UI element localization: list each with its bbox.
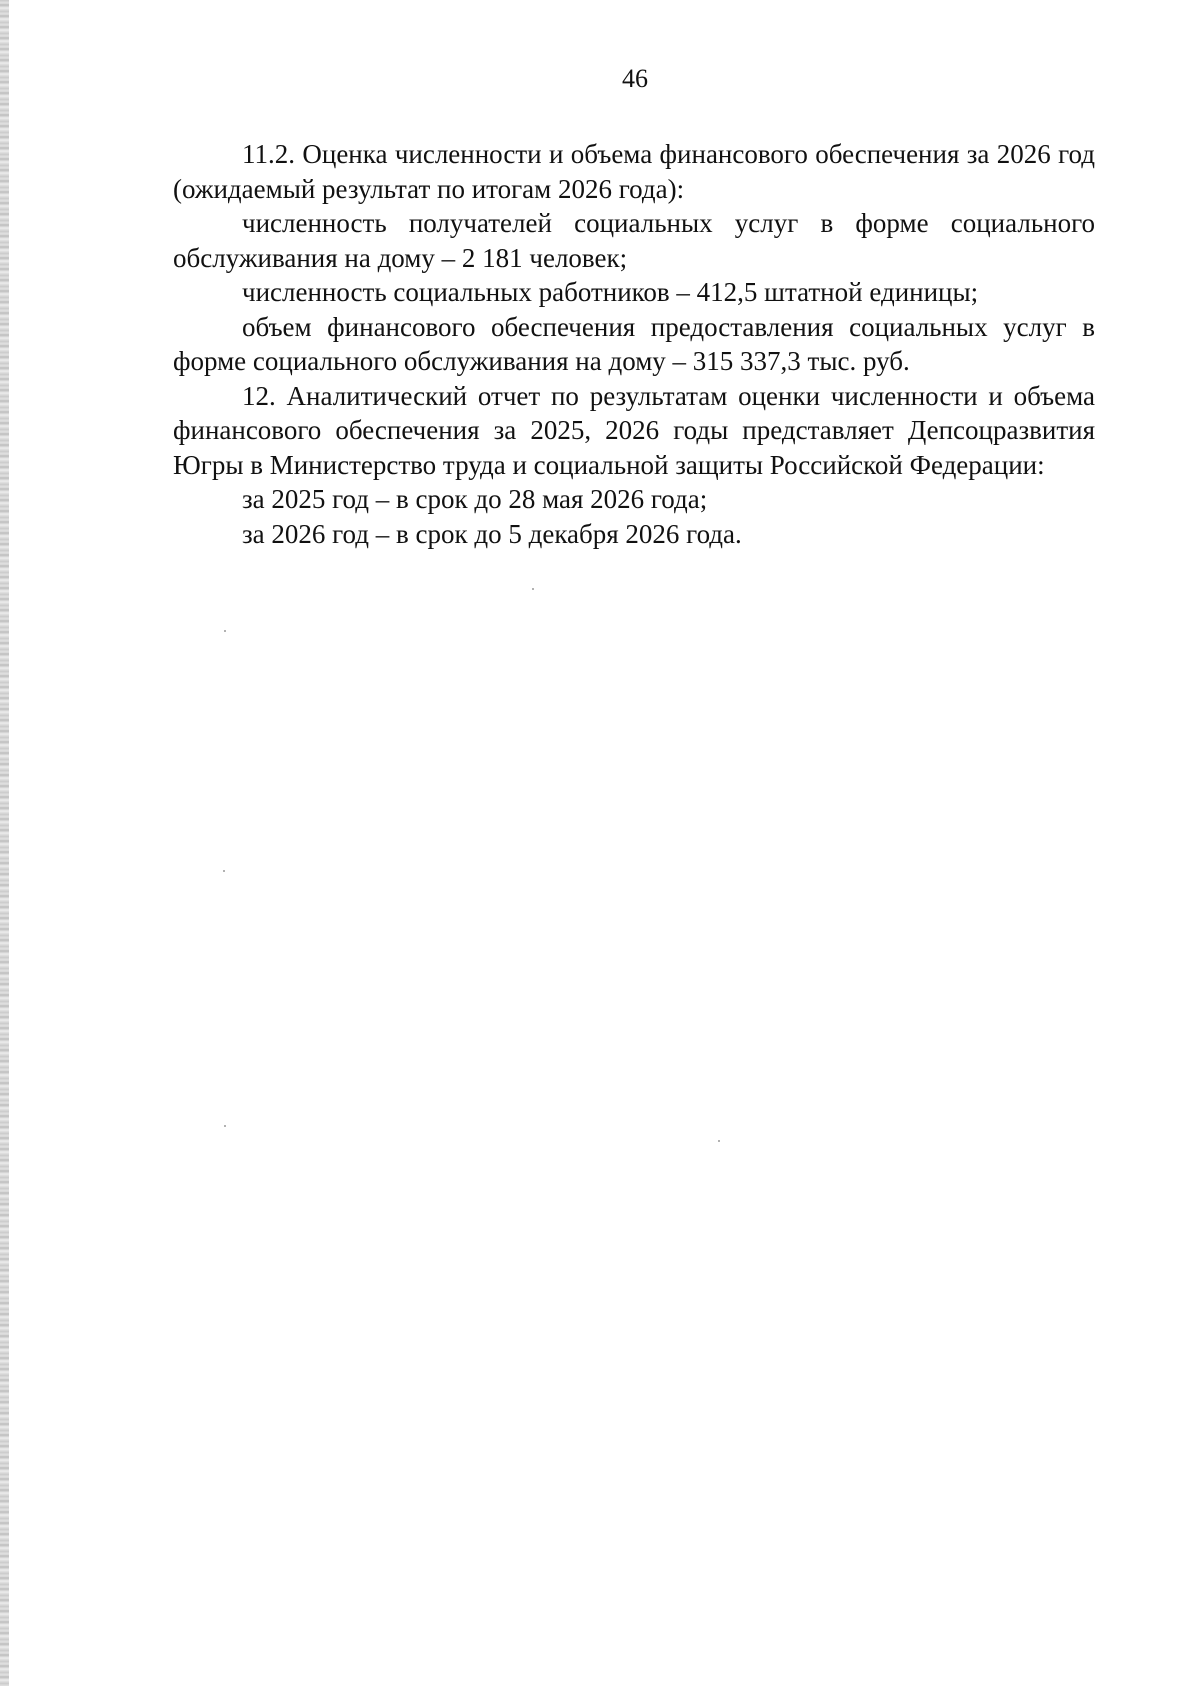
paragraph-financial-volume: объем финансового обеспечения предоставления социальных услуг в форме социального обслуживания на дому – 315 337,3 тыс. руб. xyxy=(173,311,1095,376)
page-number: 46 xyxy=(622,64,648,93)
document-body xyxy=(173,137,1095,551)
paragraph-12-analytical-report: 12. Аналитический отчет по результатам оценки численности и объема финансового обеспечения за 2025, 2026 годы представляет Депсоцразвития Югры в Министерство труда и социальной защиты Российской Федерации: xyxy=(173,380,1095,480)
scan-speck xyxy=(532,588,534,590)
paragraph-deadline-2025: за 2025 год – в срок до 28 мая 2026 года; xyxy=(242,484,708,514)
paragraph-11-2-heading: 11.2. Оценка численности и объема финансового обеспечения за 2026 год (ожидаемый результат по итогам 2026 года): xyxy=(173,139,1095,204)
scan-speck xyxy=(224,630,226,632)
scan-speck xyxy=(224,1125,226,1127)
scan-edge-shadow xyxy=(0,0,9,1686)
scan-speck xyxy=(718,1140,720,1142)
paragraph-social-workers-count: численность социальных работников – 412,5 штатной единицы; xyxy=(242,277,979,307)
paragraph-deadline-2026: за 2026 год – в срок до 5 декабря 2026 года. xyxy=(242,518,742,549)
scan-speck xyxy=(223,870,225,872)
paragraph-recipients-count: численность получателей социальных услуг в форме социального обслуживания на дому – 2 181 человек; xyxy=(173,208,1095,273)
